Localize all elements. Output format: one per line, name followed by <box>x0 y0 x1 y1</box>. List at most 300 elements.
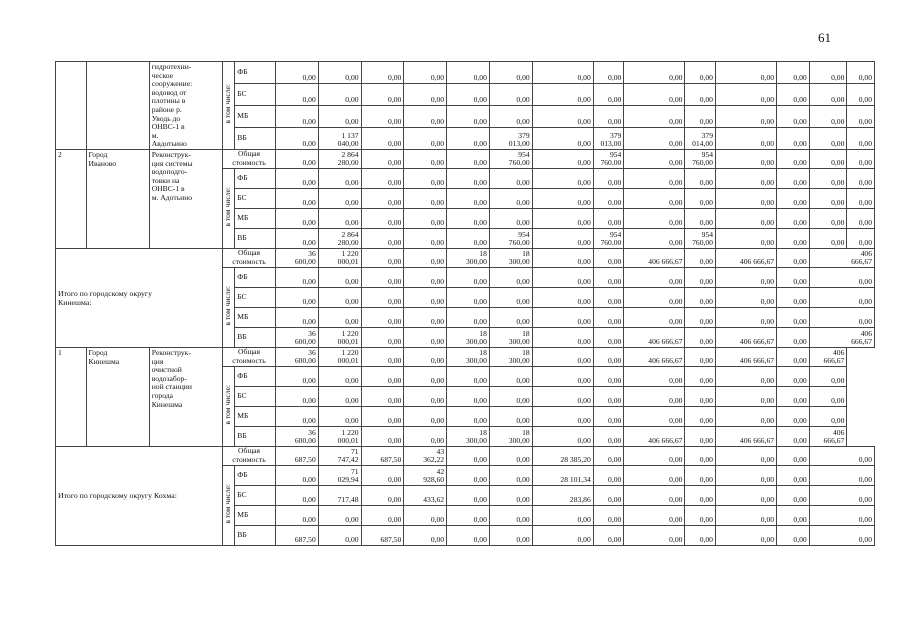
value-cell: 0,00 <box>685 426 716 446</box>
value-cell: 0,00 <box>447 505 490 525</box>
value-cell: 0,00 <box>624 267 685 287</box>
value-cell: 0,00 <box>685 366 716 386</box>
value-cell: 0,00 <box>404 386 447 406</box>
value-cell: 0,00 <box>777 327 810 347</box>
value-cell: 0,00 <box>593 188 624 208</box>
value-cell: 0,00 <box>361 83 404 105</box>
value-cell: 0,00 <box>685 62 716 84</box>
total-cost-label: Общая стоимость <box>223 446 276 465</box>
value-cell: 0,00 <box>685 208 716 228</box>
total-row <box>56 248 875 267</box>
value-cell: 0,00 <box>624 188 685 208</box>
value-cell: 0,00 <box>777 228 810 248</box>
value-cell: 0,00 <box>593 406 624 426</box>
value-cell: 0,00 <box>532 426 593 446</box>
value-cell: 0,00 <box>361 228 404 248</box>
value-cell: 18 300,00 <box>447 248 490 267</box>
value-cell: 687,50 <box>275 446 318 465</box>
value-cell: 0,00 <box>275 168 318 188</box>
value-cell: 0,00 <box>489 485 532 505</box>
value-cell: 0,00 <box>624 307 685 327</box>
value-cell: 0,00 <box>447 188 490 208</box>
value-cell: 0,00 <box>275 386 318 406</box>
value-cell: 954 760,00 <box>593 149 624 168</box>
value-cell: 0,00 <box>447 105 490 127</box>
value-cell: 0,00 <box>361 426 404 446</box>
value-cell: 0,00 <box>809 168 847 188</box>
value-cell: 0,00 <box>777 208 810 228</box>
value-cell: 0,00 <box>777 188 810 208</box>
value-cell: 0,00 <box>361 366 404 386</box>
value-cell: 0,00 <box>318 168 361 188</box>
value-cell: 0,00 <box>361 505 404 525</box>
summary-title: Итого по городскому округу Кохма: <box>56 446 223 545</box>
value-cell: 0,00 <box>532 327 593 347</box>
value-cell: 0,00 <box>777 485 810 505</box>
value-cell: 0,00 <box>275 366 318 386</box>
funding-source-label: БС <box>235 386 276 406</box>
funding-source-label: БС <box>235 83 276 105</box>
value-cell: 0,00 <box>447 149 490 168</box>
value-cell: 0,00 <box>275 505 318 525</box>
value-cell: 0,00 <box>809 287 874 307</box>
value-cell: 0,00 <box>318 83 361 105</box>
including-label <box>223 62 235 150</box>
value-cell: 0,00 <box>361 168 404 188</box>
value-cell: 406 666,67 <box>715 248 776 267</box>
value-cell: 0,00 <box>447 307 490 327</box>
value-cell: 0,00 <box>404 248 447 267</box>
value-cell: 0,00 <box>404 327 447 347</box>
value-cell: 0,00 <box>489 505 532 525</box>
value-cell: 0,00 <box>593 287 624 307</box>
funding-source-label: ВБ <box>235 127 276 149</box>
value-cell: 0,00 <box>624 149 685 168</box>
funding-source-label: ВБ <box>235 426 276 446</box>
value-cell: 0,00 <box>593 465 624 485</box>
total-row <box>56 446 875 465</box>
value-cell: 687,50 <box>361 525 404 545</box>
value-cell: 0,00 <box>685 287 716 307</box>
value-cell: 0,00 <box>361 248 404 267</box>
value-cell: 0,00 <box>447 127 490 149</box>
value-cell: 0,00 <box>847 208 875 228</box>
total-cost-label: Общая стоимость <box>223 149 276 168</box>
funding-source-label: МБ <box>235 307 276 327</box>
value-cell: 0,00 <box>685 525 716 545</box>
value-cell: 0,00 <box>489 525 532 545</box>
including-label <box>223 267 235 347</box>
value-cell: 0,00 <box>809 149 847 168</box>
value-cell: 0,00 <box>361 347 404 366</box>
value-cell: 0,00 <box>685 307 716 327</box>
value-cell: 0,00 <box>777 149 810 168</box>
value-cell: 0,00 <box>593 426 624 446</box>
funding-source-label: МБ <box>235 105 276 127</box>
value-cell: 0,00 <box>847 83 875 105</box>
funding-source-label: БС <box>235 188 276 208</box>
value-cell: 0,00 <box>593 168 624 188</box>
value-cell: 0,00 <box>685 505 716 525</box>
value-cell: 0,00 <box>489 188 532 208</box>
value-cell: 0,00 <box>532 62 593 84</box>
value-cell: 0,00 <box>532 208 593 228</box>
page-number: 61 <box>818 30 831 45</box>
value-cell: 0,00 <box>624 406 685 426</box>
value-cell: 0,00 <box>532 248 593 267</box>
value-cell: 0,00 <box>685 105 716 127</box>
value-cell: 0,00 <box>532 287 593 307</box>
value-cell: 717,48 <box>318 485 361 505</box>
value-cell: 0,00 <box>715 386 776 406</box>
value-cell: 0,00 <box>404 307 447 327</box>
value-cell: 406 666,67 <box>809 426 847 446</box>
value-cell: 0,00 <box>777 406 810 426</box>
value-cell: 0,00 <box>809 406 847 426</box>
value-cell: 0,00 <box>318 188 361 208</box>
value-cell: 0,00 <box>447 525 490 545</box>
value-cell: 0,00 <box>532 347 593 366</box>
value-cell: 0,00 <box>532 525 593 545</box>
object-description: гидротехни- ческое сооружение: водовод от плотины в районе р. Уводь до ОНВС-1 в м. Авдотьино <box>149 62 222 150</box>
value-cell: 0,00 <box>715 149 776 168</box>
value-cell: 406 666,67 <box>715 327 776 347</box>
value-cell: 406 666,67 <box>624 347 685 366</box>
value-cell: 0,00 <box>809 127 847 149</box>
value-cell: 0,00 <box>532 149 593 168</box>
value-cell: 0,00 <box>809 505 874 525</box>
value-cell: 0,00 <box>361 62 404 84</box>
value-cell: 0,00 <box>404 83 447 105</box>
row-number <box>56 62 87 150</box>
value-cell: 36 600,00 <box>275 426 318 446</box>
row-number: 1 <box>56 347 87 446</box>
value-cell: 0,00 <box>447 386 490 406</box>
value-cell: 0,00 <box>275 228 318 248</box>
value-cell: 0,00 <box>318 62 361 84</box>
value-cell: 0,00 <box>847 62 875 84</box>
value-cell: 0,00 <box>715 446 776 465</box>
total-row <box>56 149 875 168</box>
funding-source-label: ВБ <box>235 327 276 347</box>
value-cell: 0,00 <box>361 406 404 426</box>
funding-source-label: МБ <box>235 208 276 228</box>
value-cell: 0,00 <box>361 188 404 208</box>
value-cell: 0,00 <box>809 83 847 105</box>
value-cell: 0,00 <box>624 386 685 406</box>
value-cell: 0,00 <box>532 386 593 406</box>
value-cell: 0,00 <box>685 347 716 366</box>
value-cell: 0,00 <box>404 208 447 228</box>
value-cell: 0,00 <box>404 347 447 366</box>
value-cell: 0,00 <box>404 188 447 208</box>
value-cell: 0,00 <box>593 525 624 545</box>
value-cell: 283,86 <box>532 485 593 505</box>
funding-row <box>56 62 875 84</box>
value-cell: 0,00 <box>489 105 532 127</box>
value-cell: 687,50 <box>361 446 404 465</box>
value-cell: 0,00 <box>318 287 361 307</box>
value-cell: 0,00 <box>593 327 624 347</box>
value-cell: 0,00 <box>685 168 716 188</box>
value-cell: 18 300,00 <box>489 327 532 347</box>
value-cell: 0,00 <box>404 168 447 188</box>
value-cell: 1 220 000,01 <box>318 347 361 366</box>
value-cell: 0,00 <box>593 307 624 327</box>
value-cell: 0,00 <box>404 105 447 127</box>
value-cell: 0,00 <box>275 485 318 505</box>
value-cell: 0,00 <box>685 406 716 426</box>
value-cell: 71 029,94 <box>318 465 361 485</box>
value-cell: 0,00 <box>361 327 404 347</box>
value-cell: 379 013,00 <box>593 127 624 149</box>
value-cell: 0,00 <box>809 386 847 406</box>
value-cell: 0,00 <box>447 465 490 485</box>
value-cell: 0,00 <box>624 525 685 545</box>
value-cell: 0,00 <box>847 149 875 168</box>
value-cell: 0,00 <box>715 406 776 426</box>
value-cell: 0,00 <box>809 208 847 228</box>
value-cell: 42 928,60 <box>404 465 447 485</box>
value-cell: 0,00 <box>624 83 685 105</box>
value-cell: 43 362,22 <box>404 446 447 465</box>
value-cell: 0,00 <box>532 505 593 525</box>
including-label <box>223 168 235 248</box>
value-cell: 0,00 <box>777 446 810 465</box>
value-cell: 0,00 <box>489 465 532 485</box>
value-cell: 0,00 <box>809 485 874 505</box>
value-cell: 433,62 <box>404 485 447 505</box>
value-cell: 0,00 <box>847 188 875 208</box>
value-cell: 0,00 <box>624 105 685 127</box>
value-cell: 0,00 <box>624 505 685 525</box>
value-cell: 0,00 <box>847 228 875 248</box>
value-cell: 0,00 <box>318 366 361 386</box>
city-name: Город Кинешма <box>86 347 149 446</box>
value-cell: 0,00 <box>624 465 685 485</box>
value-cell: 0,00 <box>532 366 593 386</box>
value-cell: 0,00 <box>777 287 810 307</box>
value-cell: 0,00 <box>361 105 404 127</box>
value-cell: 0,00 <box>777 347 810 366</box>
total-row <box>56 347 875 366</box>
value-cell: 406 666,67 <box>624 248 685 267</box>
value-cell: 0,00 <box>593 62 624 84</box>
value-cell: 18 300,00 <box>447 426 490 446</box>
value-cell: 0,00 <box>489 446 532 465</box>
value-cell: 0,00 <box>447 267 490 287</box>
value-cell: 406 666,67 <box>624 426 685 446</box>
value-cell: 0,00 <box>715 188 776 208</box>
funding-source-label: ФБ <box>235 366 276 386</box>
value-cell: 0,00 <box>593 366 624 386</box>
funding-source-label: ФБ <box>235 465 276 485</box>
value-cell: 379 013,00 <box>489 127 532 149</box>
value-cell: 0,00 <box>361 208 404 228</box>
including-text: в том числе: <box>223 84 233 124</box>
value-cell: 406 666,67 <box>809 347 847 366</box>
value-cell: 0,00 <box>361 386 404 406</box>
value-cell: 0,00 <box>275 267 318 287</box>
including-text: в том числе: <box>223 187 233 227</box>
value-cell: 0,00 <box>404 406 447 426</box>
value-cell: 0,00 <box>715 505 776 525</box>
value-cell: 0,00 <box>447 228 490 248</box>
value-cell: 18 300,00 <box>489 426 532 446</box>
value-cell: 0,00 <box>715 525 776 545</box>
value-cell: 406 666,67 <box>809 327 874 347</box>
value-cell: 0,00 <box>404 287 447 307</box>
value-cell: 0,00 <box>685 327 716 347</box>
value-cell: 0,00 <box>685 248 716 267</box>
total-cost-label: Общая стоимость <box>223 347 276 366</box>
value-cell: 0,00 <box>489 307 532 327</box>
value-cell: 0,00 <box>777 366 810 386</box>
value-cell: 0,00 <box>318 406 361 426</box>
value-cell: 0,00 <box>777 505 810 525</box>
value-cell: 0,00 <box>715 287 776 307</box>
value-cell: 954 760,00 <box>489 228 532 248</box>
value-cell: 0,00 <box>809 446 874 465</box>
value-cell: 0,00 <box>715 168 776 188</box>
value-cell: 406 666,67 <box>715 347 776 366</box>
value-cell: 0,00 <box>715 366 776 386</box>
value-cell: 0,00 <box>685 267 716 287</box>
value-cell: 0,00 <box>318 307 361 327</box>
value-cell: 0,00 <box>685 485 716 505</box>
value-cell: 0,00 <box>361 485 404 505</box>
value-cell: 0,00 <box>624 485 685 505</box>
value-cell: 0,00 <box>489 83 532 105</box>
value-cell: 0,00 <box>532 267 593 287</box>
value-cell: 406 666,67 <box>809 248 874 267</box>
value-cell: 0,00 <box>404 267 447 287</box>
value-cell: 0,00 <box>624 62 685 84</box>
value-cell: 0,00 <box>275 287 318 307</box>
value-cell: 0,00 <box>275 406 318 426</box>
value-cell: 0,00 <box>593 446 624 465</box>
value-cell: 0,00 <box>809 465 874 485</box>
city-name <box>86 62 149 150</box>
value-cell: 0,00 <box>404 228 447 248</box>
object-description: Реконструк- ция очистной водозабор- ной станции города Кинешма <box>149 347 222 446</box>
value-cell: 0,00 <box>447 406 490 426</box>
value-cell: 0,00 <box>404 62 447 84</box>
including-label <box>223 366 235 446</box>
value-cell: 0,00 <box>275 149 318 168</box>
value-cell: 0,00 <box>809 62 847 84</box>
value-cell: 2 864 280,00 <box>318 149 361 168</box>
value-cell: 0,00 <box>489 386 532 406</box>
value-cell: 18 300,00 <box>447 327 490 347</box>
value-cell: 0,00 <box>275 127 318 149</box>
value-cell: 0,00 <box>361 149 404 168</box>
value-cell: 0,00 <box>532 83 593 105</box>
value-cell: 0,00 <box>593 505 624 525</box>
value-cell: 0,00 <box>275 465 318 485</box>
including-label <box>223 465 235 545</box>
value-cell: 0,00 <box>809 307 874 327</box>
value-cell: 0,00 <box>777 62 810 84</box>
value-cell: 0,00 <box>404 525 447 545</box>
value-cell: 0,00 <box>404 426 447 446</box>
value-cell: 0,00 <box>447 208 490 228</box>
value-cell: 0,00 <box>489 168 532 188</box>
value-cell: 0,00 <box>447 446 490 465</box>
value-cell: 0,00 <box>361 307 404 327</box>
value-cell: 0,00 <box>685 446 716 465</box>
value-cell: 406 666,67 <box>624 327 685 347</box>
including-text: в том числе: <box>223 484 233 524</box>
city-name: Город Иваново <box>86 149 149 248</box>
value-cell: 0,00 <box>318 267 361 287</box>
value-cell: 0,00 <box>715 105 776 127</box>
value-cell: 2 864 280,00 <box>318 228 361 248</box>
value-cell: 1 220 000,01 <box>318 426 361 446</box>
value-cell: 0,00 <box>777 105 810 127</box>
value-cell: 0,00 <box>275 105 318 127</box>
value-cell: 0,00 <box>447 62 490 84</box>
value-cell: 0,00 <box>624 168 685 188</box>
value-cell: 0,00 <box>715 465 776 485</box>
value-cell: 1 220 000,01 <box>318 248 361 267</box>
value-cell: 0,00 <box>361 267 404 287</box>
funding-source-label: ВБ <box>235 525 276 545</box>
value-cell: 0,00 <box>777 386 810 406</box>
value-cell: 0,00 <box>715 83 776 105</box>
value-cell: 0,00 <box>318 208 361 228</box>
value-cell: 0,00 <box>847 105 875 127</box>
value-cell: 0,00 <box>361 287 404 307</box>
value-cell: 0,00 <box>777 525 810 545</box>
value-cell: 0,00 <box>715 208 776 228</box>
value-cell: 36 600,00 <box>275 327 318 347</box>
value-cell: 0,00 <box>275 83 318 105</box>
value-cell: 0,00 <box>489 267 532 287</box>
funding-table <box>55 61 875 546</box>
value-cell: 28 385,20 <box>532 446 593 465</box>
value-cell: 0,00 <box>715 267 776 287</box>
value-cell: 0,00 <box>777 248 810 267</box>
value-cell: 0,00 <box>715 127 776 149</box>
funding-source-label: ФБ <box>235 267 276 287</box>
value-cell: 0,00 <box>847 127 875 149</box>
value-cell: 0,00 <box>404 366 447 386</box>
value-cell: 406 666,67 <box>715 426 776 446</box>
value-cell: 0,00 <box>715 307 776 327</box>
value-cell: 0,00 <box>624 127 685 149</box>
funding-source-label: МБ <box>235 505 276 525</box>
value-cell: 0,00 <box>532 127 593 149</box>
value-cell: 0,00 <box>404 149 447 168</box>
value-cell: 0,00 <box>593 485 624 505</box>
value-cell: 0,00 <box>685 188 716 208</box>
value-cell: 0,00 <box>809 525 874 545</box>
value-cell: 0,00 <box>777 83 810 105</box>
value-cell: 0,00 <box>489 208 532 228</box>
value-cell: 0,00 <box>809 188 847 208</box>
value-cell: 0,00 <box>624 446 685 465</box>
value-cell: 0,00 <box>447 366 490 386</box>
value-cell: 0,00 <box>847 168 875 188</box>
value-cell: 0,00 <box>275 307 318 327</box>
value-cell: 1 137 040,00 <box>318 127 361 149</box>
summary-title: Итого по городскому округу Кинешма: <box>56 248 223 347</box>
value-cell: 0,00 <box>685 386 716 406</box>
value-cell: 0,00 <box>447 83 490 105</box>
value-cell: 0,00 <box>777 267 810 287</box>
value-cell: 0,00 <box>777 307 810 327</box>
